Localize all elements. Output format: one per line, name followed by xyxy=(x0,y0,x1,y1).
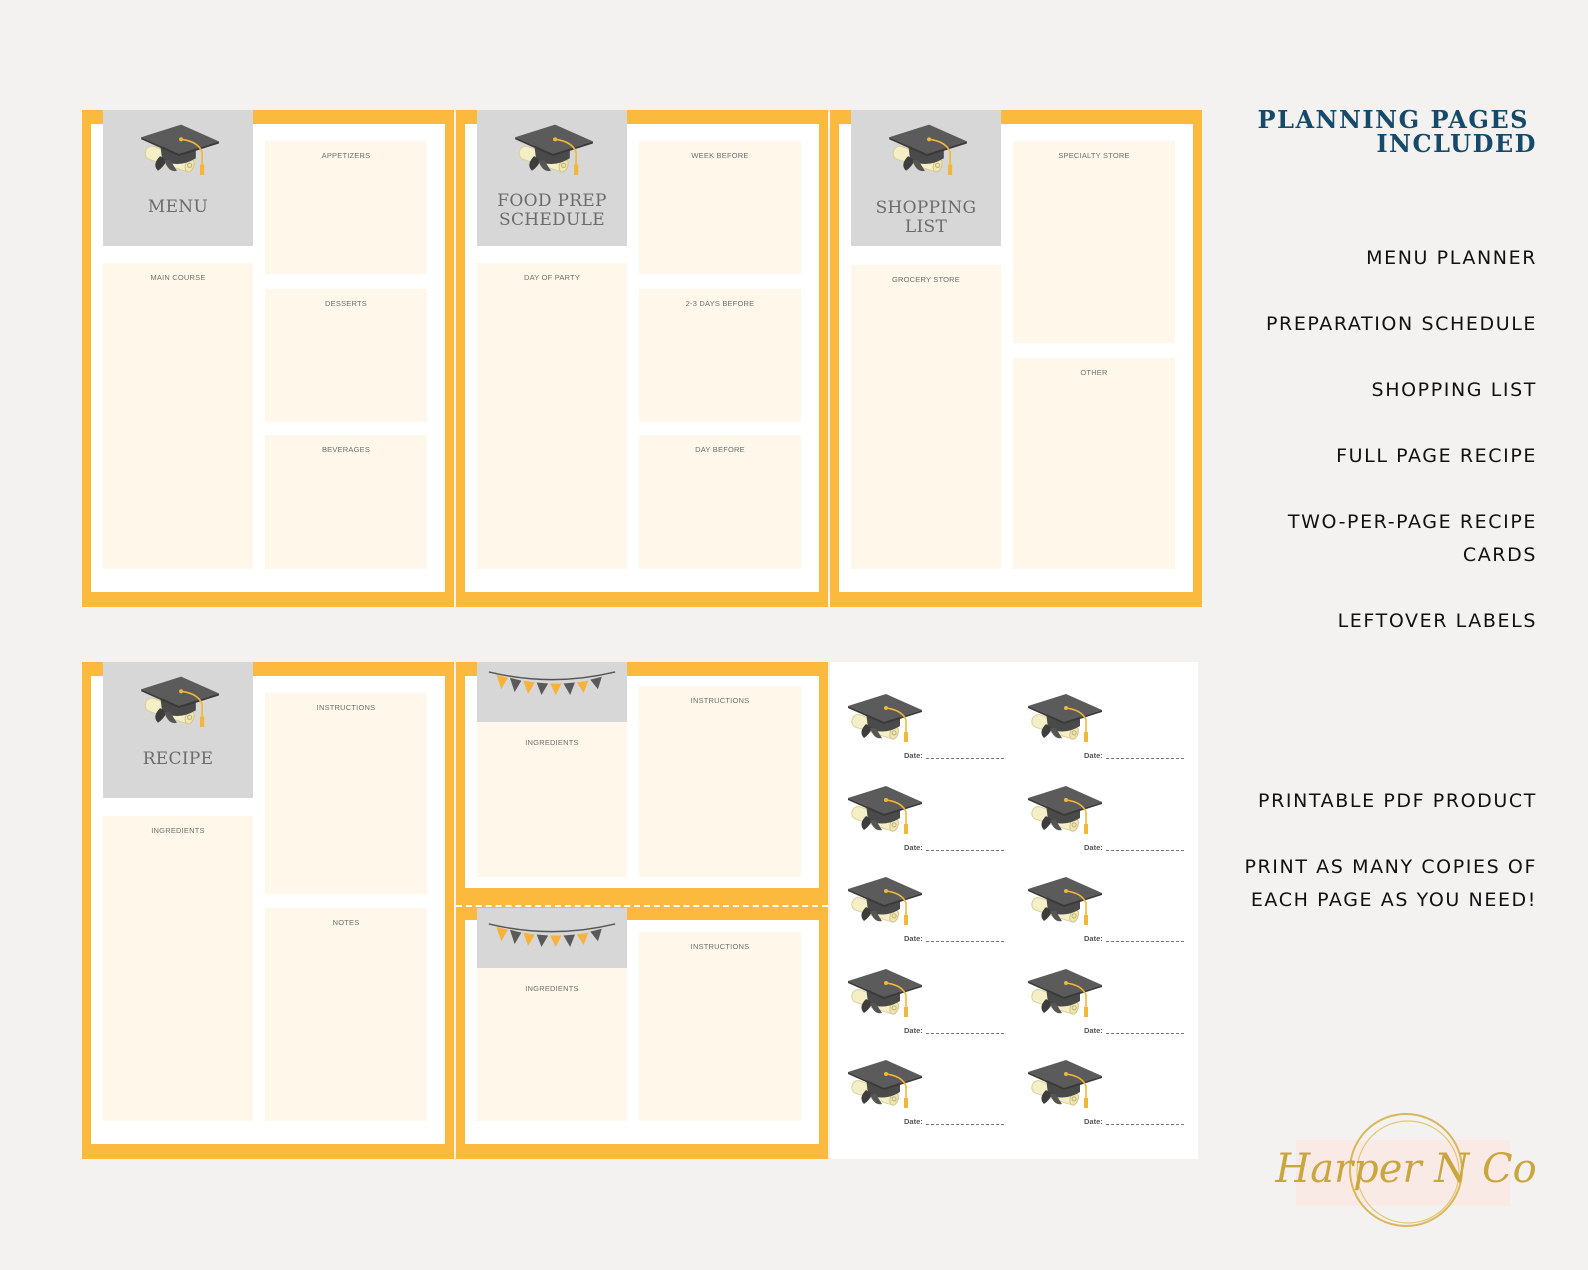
title-box xyxy=(477,110,627,246)
leftover-label xyxy=(844,1056,1016,1136)
box-label: MAIN COURSE xyxy=(150,273,206,282)
date-label: Date: xyxy=(1084,1025,1103,1035)
desserts-box xyxy=(265,289,427,422)
date-line xyxy=(1106,850,1184,851)
date-line xyxy=(926,850,1004,851)
date-label: Date: xyxy=(1084,842,1103,852)
date-field xyxy=(1084,934,1184,943)
graduation-cap-icon xyxy=(137,120,221,188)
box-label: SPECIALTY STORE xyxy=(1058,151,1130,160)
date-label: Date: xyxy=(1084,751,1103,760)
date-label: Date: xyxy=(904,1025,923,1035)
date-label: Date: xyxy=(904,934,923,943)
logo-text: Harper N Co xyxy=(1275,1146,1537,1192)
page-title-line1: SHOPPING xyxy=(875,198,977,218)
graduation-cap-icon xyxy=(1024,873,1104,937)
leftover-label xyxy=(844,873,1016,953)
graduation-cap-icon xyxy=(844,965,924,1029)
box-label: DAY BEFORE xyxy=(695,445,745,454)
date-field xyxy=(1084,1026,1184,1035)
recipe-cards-page xyxy=(456,662,828,1159)
specialty-store-box xyxy=(1013,141,1175,343)
box-label: DAY OF PARTY xyxy=(523,273,581,282)
date-line xyxy=(926,941,1004,942)
date-label: Date: xyxy=(904,842,923,852)
date-field xyxy=(1084,843,1184,852)
box-label: INGREDIENTS xyxy=(525,738,579,747)
cut-line xyxy=(456,905,828,907)
grocery-store-box xyxy=(851,265,1001,569)
print-copies-note-line1: PRINT AS MANY COPIES OF xyxy=(1244,856,1537,878)
date-line xyxy=(1106,758,1184,759)
main-course-box xyxy=(103,263,253,569)
card-2-ingredients-box xyxy=(477,968,627,1121)
sidebar-item-cards: CARDS xyxy=(1462,544,1537,566)
leftover-label xyxy=(844,965,1016,1045)
print-copies-note-line2: EACH PAGE AS YOU NEED! xyxy=(1250,889,1537,911)
date-line xyxy=(1106,1124,1184,1125)
page-title-line2: SCHEDULE xyxy=(499,210,605,230)
sidebar-item-two-per-page-recipe: TWO-PER-PAGE RECIPE xyxy=(1287,511,1537,533)
leftover-label xyxy=(1024,1056,1196,1136)
date-field xyxy=(904,1026,1004,1035)
sidebar-heading xyxy=(1257,105,1537,158)
box-label: OTHER xyxy=(1080,368,1108,377)
ingredients-box xyxy=(103,816,253,1121)
instructions-box xyxy=(265,693,427,894)
bunting-icon xyxy=(485,666,619,699)
logo-mark-icon xyxy=(1275,1110,1537,1230)
page-title-line1: FOOD PREP xyxy=(497,191,607,211)
week-before-box xyxy=(639,141,801,274)
date-line xyxy=(1106,941,1184,942)
notes-box xyxy=(265,908,427,1121)
sidebar-item-shopping-list: SHOPPING LIST xyxy=(1371,379,1537,401)
title-box xyxy=(851,110,1001,246)
box-label: DESSERTS xyxy=(325,299,367,308)
heading-line1: PLANNING PAGES xyxy=(1257,105,1529,134)
leftover-label xyxy=(1024,690,1196,770)
card-1-title-box xyxy=(477,662,627,722)
page-title: RECIPE xyxy=(142,749,214,769)
food-prep-page xyxy=(456,110,828,607)
box-label: 2-3 DAYS BEFORE xyxy=(685,299,755,308)
date-label: Date: xyxy=(904,751,923,760)
printable-pdf-note: PRINTABLE PDF PRODUCT xyxy=(1258,790,1537,812)
date-field xyxy=(904,751,1004,760)
page-title-line2: LIST xyxy=(904,217,948,237)
graduation-cap-icon xyxy=(844,873,924,937)
graduation-cap-icon xyxy=(844,1056,924,1120)
sidebar-item-menu-planner: MENU PLANNER xyxy=(1366,247,1537,269)
title-box xyxy=(103,662,253,798)
menu-page xyxy=(82,110,454,607)
leftover-label xyxy=(1024,782,1196,862)
box-label: NOTES xyxy=(332,918,360,927)
other-box xyxy=(1013,358,1175,569)
date-label: Date: xyxy=(1084,1117,1103,1126)
box-label: INGREDIENTS xyxy=(525,984,579,993)
beverages-box xyxy=(265,435,427,569)
shopping-list-page xyxy=(830,110,1202,607)
recipe-page xyxy=(82,662,454,1159)
box-label: INSTRUCTIONS xyxy=(690,696,750,705)
graduation-cap-icon xyxy=(844,782,924,846)
graduation-cap-icon xyxy=(137,672,221,740)
date-field xyxy=(904,934,1004,943)
date-line xyxy=(926,1124,1004,1125)
graduation-cap-icon xyxy=(1024,965,1104,1029)
box-label: WEEK BEFORE xyxy=(691,151,749,160)
date-line xyxy=(926,1033,1004,1034)
day-of-party-box xyxy=(477,263,627,569)
date-field xyxy=(904,1117,1004,1126)
leftover-label xyxy=(1024,873,1196,953)
date-field xyxy=(904,843,1004,852)
date-line xyxy=(1106,1033,1184,1034)
appetizers-box xyxy=(265,141,427,274)
graduation-cap-icon xyxy=(1024,782,1104,846)
graduation-cap-icon xyxy=(844,690,924,754)
sidebar-item-full-page-recipe: FULL PAGE RECIPE xyxy=(1336,445,1537,467)
bunting-icon xyxy=(485,918,619,951)
card-1-instructions-box xyxy=(639,686,801,877)
date-field xyxy=(1084,751,1184,760)
page-title: MENU xyxy=(147,197,209,217)
graduation-cap-icon xyxy=(511,120,595,188)
box-label: INSTRUCTIONS xyxy=(316,703,376,712)
graduation-cap-icon xyxy=(1024,690,1104,754)
graduation-cap-icon xyxy=(1024,1056,1104,1120)
leftover-labels-page xyxy=(830,662,1198,1159)
box-label: APPETIZERS xyxy=(321,151,371,160)
leftover-label xyxy=(1024,965,1196,1045)
box-label: GROCERY STORE xyxy=(891,275,961,284)
date-line xyxy=(926,758,1004,759)
card-2-title-box xyxy=(477,908,627,968)
leftover-label xyxy=(844,782,1016,862)
box-label: INSTRUCTIONS xyxy=(690,942,750,951)
two-three-days-before-box xyxy=(639,289,801,422)
date-field xyxy=(1084,1117,1184,1126)
box-label: INGREDIENTS xyxy=(151,826,205,835)
date-label: Date: xyxy=(904,1117,923,1126)
graduation-cap-icon xyxy=(885,120,969,188)
day-before-box xyxy=(639,435,801,569)
brand-logo xyxy=(1275,1110,1537,1230)
heading-line2: INCLUDED xyxy=(1376,129,1537,158)
title-box xyxy=(103,110,253,246)
sidebar-item-preparation-schedule: PREPARATION SCHEDULE xyxy=(1265,313,1537,335)
card-2-instructions-box xyxy=(639,932,801,1121)
sidebar-item-leftover-labels: LEFTOVER LABELS xyxy=(1337,610,1537,632)
card-1-ingredients-box xyxy=(477,722,627,877)
box-label: BEVERAGES xyxy=(321,445,371,454)
leftover-label xyxy=(844,690,1016,770)
date-label: Date: xyxy=(1084,934,1103,943)
